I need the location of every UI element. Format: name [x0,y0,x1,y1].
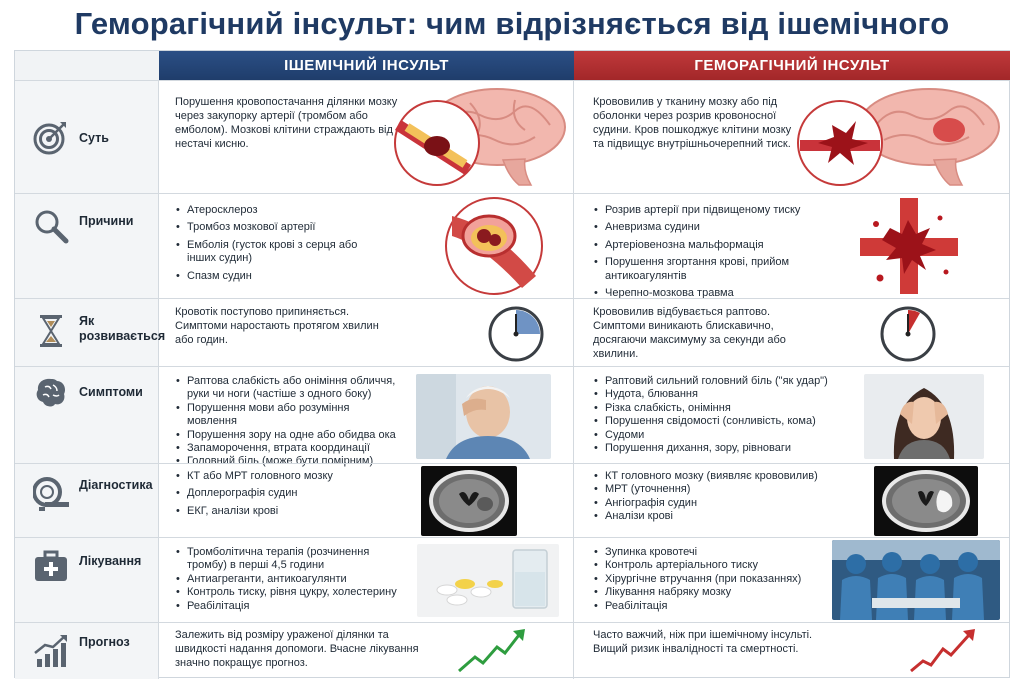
hourglass-icon [33,313,69,349]
row-treatment [15,537,1009,622]
ischemic-text: Порушення кровопостачання ділянки мозку через закупорку артерії (тромбом або емболом). Мозкові клітини страждають від нестачі кисню. [175,96,398,150]
slow-clock-icon [487,305,545,363]
list-item: • Порушення свідомості (сонливість, кома) [593,415,838,428]
list-item: • Порушення мови або розуміння мовлення [175,402,400,429]
surgery-team-photo [832,540,1000,620]
scanner-icon [33,476,69,512]
list-item: • КТ головного мозку (виявляє крововилив) [593,470,833,483]
list-item: • Тромболітична терапія (розчинення тромбу) в перші 4,5 години [175,546,405,573]
ischemic-cell [159,623,574,679]
list-item: • Артеріовенозна мальформація [593,239,828,252]
row-label: Прогноз [79,635,130,649]
ischemic-cell [159,538,574,622]
row-label-cell [15,464,159,537]
list-item: • Судоми [593,429,838,442]
list-item: • Контроль артеріального тиску [593,559,823,572]
list-item: • Тромбоз мозкової артерії [175,221,375,234]
magnifier-icon [33,208,69,244]
row-label-cell [15,623,159,679]
list-item: • Спазм судин [175,270,375,283]
list-item: • Антиагреганти, антикоагулянти [175,573,405,586]
list-item: • Раптовий сильний головний біль ("як удар") [593,375,838,388]
row-diagnostics [15,463,1009,537]
column-header-ischemic: ІШЕМІЧНИЙ ІНСУЛЬТ [159,51,574,80]
list-item: • Реабілітація [593,600,823,613]
list-item: • Лікування набряку мозку [593,586,823,599]
list-item: • Різка слабкість, оніміння [593,402,838,415]
list-item: • Порушення дихання, зору, рівноваги [593,442,838,455]
list-item: • Зупинка кровотечі [593,546,823,559]
hemorrhagic-ct-scan-image [874,466,978,536]
list-item: • Хірургічне втручання (при показаннях) [593,573,823,586]
hemorrhagic-causes-list [593,204,828,300]
pills-and-water-photo [417,544,559,617]
page-title: Геморагічний інсульт: чим відрізняється від ішемічного [74,6,950,41]
rising-trend-arrow [457,627,529,675]
hemorrhagic-text: Крововилив відбувається раптово. Симптоми виникають блискавично, досягаючи максимуму за секунди або хвилини. [593,306,786,360]
woman-headache-photo [864,374,984,459]
list-item: • Реабілітація [175,600,405,613]
hemorrhagic-text: Крововилив у тканину мозку або під оболонки через розрив кровоносної судини. Кров пошкоджує клітини мозку та підвищує внутрішньочерепний тиск. [593,96,792,150]
medkit-icon [33,548,69,584]
ischemic-diagnostics-list [175,470,405,518]
hemorrhagic-treatment-list [593,546,823,613]
row-label: Причини [79,214,134,228]
list-item: • КТ або МРТ головного мозку [175,470,405,483]
list-item: • Аналізи крові [593,510,833,523]
ischemic-treatment-list [175,546,405,613]
header-blank-cell [15,51,159,80]
list-item: • Раптова слабкість або оніміння обличчя, руки чи ноги (частіше з одного боку) [175,375,400,402]
elderly-man-headache-photo [416,374,551,459]
list-item: • Контроль тиску, рівня цукру, холестерину [175,586,405,599]
row-symptoms [15,366,1009,468]
hemorrhagic-cell [574,299,1009,366]
ischemic-cell [159,299,574,366]
hemorrhagic-cell [574,81,1009,193]
row-essence [15,80,1009,193]
list-item: • Порушення згортання крові, прийом антикоагулянтів [593,256,828,283]
ischemic-cell [159,194,574,298]
list-item: • МРТ (уточнення) [593,483,833,496]
target-icon [33,119,69,155]
ischemic-text: Кровотік поступово припиняється. Симптоми наростають протягом хвилин або годин. [175,306,379,346]
hemorrhagic-cell [574,367,1009,463]
ischemic-cell [159,464,574,537]
row-label: Як розвивається [79,314,166,343]
brain-bleeding-illustration [784,85,1006,190]
list-item: • Атеросклероз [175,204,375,217]
hemorrhagic-cell [574,538,1009,622]
row-causes [15,193,1009,298]
hemorrhagic-symptoms-list [593,375,838,455]
brain-blocked-artery-illustration [385,85,570,190]
row-label: Лікування [79,554,142,568]
row-label: Суть [79,131,109,145]
ischemic-causes-list [175,204,375,283]
brain-icon [33,375,69,411]
column-header-hemorrhagic: ГЕМОРАГІЧНИЙ ІНСУЛЬТ [574,51,1010,80]
hemorrhagic-text: Часто важчий, ніж при ішемічному інсульті. Вищий ризик інвалідності та смертності. [593,629,813,655]
hemorrhagic-cell [574,464,1009,537]
list-item: • Порушення зору на одне або обидва ока [175,429,400,442]
row-label-cell [15,81,159,193]
fast-clock-icon [879,305,937,363]
ischemic-ct-scan-image [421,466,517,536]
list-item: • Головний біль (може бути помірним) [175,455,400,468]
hemorrhagic-cell [574,194,1009,298]
row-label-cell [15,367,159,463]
row-label: Діагностика [79,478,153,492]
list-item: • Аневризма судини [593,221,828,234]
list-item: • Запаморочення, втрата координації [175,442,400,455]
ruptured-artery-illustration [860,198,958,294]
ischemic-cell [159,81,574,193]
comparison-table [14,50,1010,678]
clogged-artery-illustration [444,196,544,296]
row-label-cell [15,194,159,298]
row-label-cell [15,299,166,366]
rising-risk-arrow [909,627,981,675]
list-item: • ЕКГ, аналізи крові [175,505,405,518]
ischemic-text: Залежить від розміру ураженої ділянки та швидкості надання допомоги. Вчасне лікування значно покращує прогноз. [175,629,419,669]
list-item: • Черепно-мозкова травма [593,287,828,300]
growth-chart-icon [33,633,69,669]
ischemic-symptoms-list [175,375,400,469]
hemorrhagic-diagnostics-list [593,470,833,524]
row-prognosis [15,622,1009,679]
list-item: • Розрив артерії при підвищеному тиску [593,204,828,217]
list-item: • Нудота, блювання [593,388,838,401]
row-development [15,298,1009,366]
row-label-cell [15,538,159,622]
list-item: • Емболія (густок крові з серця або інших судин) [175,239,375,266]
ischemic-cell [159,367,574,468]
list-item: • Доплерографія судин [175,487,405,500]
hemorrhagic-cell [574,623,1009,679]
row-label: Симптоми [79,385,143,399]
list-item: • Ангіографія судин [593,497,833,510]
